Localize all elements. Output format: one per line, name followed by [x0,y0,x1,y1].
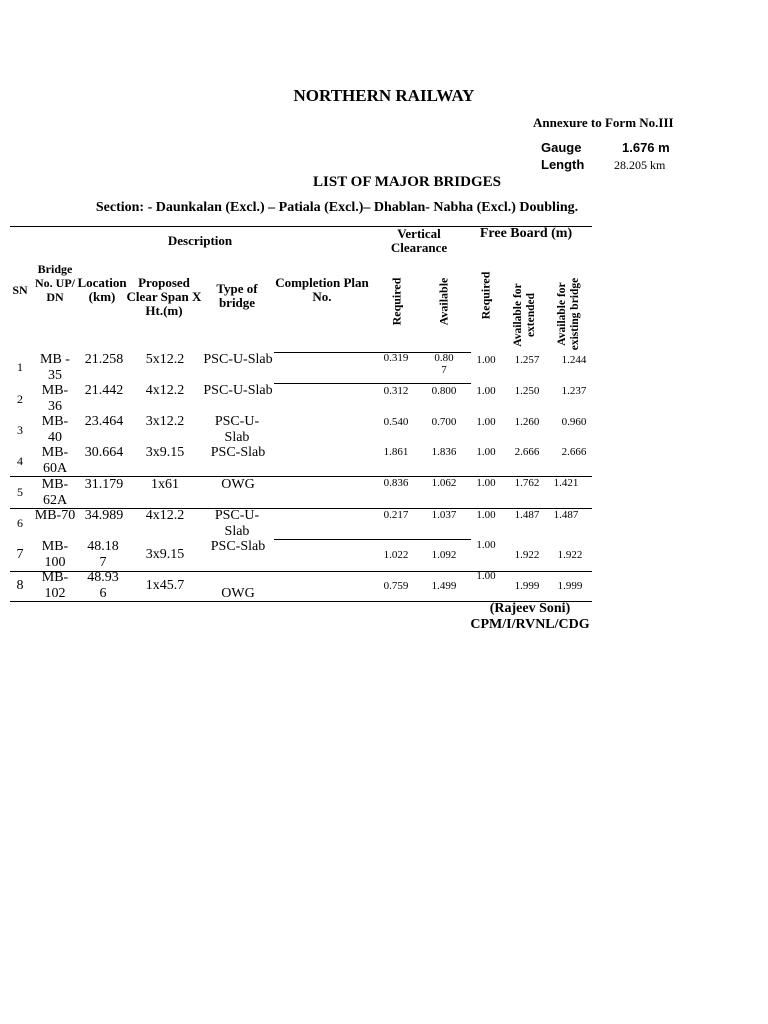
row-6-span: 4x12.2 [145,508,185,523]
row-3-span: 3x12.2 [145,414,185,429]
row-6-fb-extended: 1.487 [514,509,540,521]
row-4-fb-existing: 2.666 [561,446,587,458]
row-5-bridge: MB-62A [41,477,69,508]
row-rule [274,539,471,540]
row-2-bridge: MB-36 [41,383,69,414]
length-value: 28.205 km [614,158,666,172]
row-4-fb-extended: 2.666 [514,446,540,458]
row-4-span: 3x9.15 [145,445,185,460]
row-6-location: 34.989 [84,508,124,523]
document-title: NORTHERN RAILWAY [293,86,475,105]
col-header-bridge-no: Bridge No. UP/ DN [35,262,75,304]
row-8-fb-extended: 1.999 [514,580,540,592]
row-5-span: 1x61 [151,477,179,492]
row-6-sn: 6 [17,516,23,530]
row-1-type: PSC-U-Slab [203,352,273,367]
free-board-group-header: Free Board (m) [479,226,573,241]
row-3-sn: 3 [17,423,23,437]
col-header-span: Proposed Clear Span X Ht.(m) [126,275,202,318]
row-7-fb-required: 1.00 [476,539,496,551]
row-4-vc-required: 1.861 [383,446,409,458]
row-1-vc-required: 0.319 [383,352,409,364]
row-8-span: 1x45.7 [145,578,185,593]
row-8-fb-existing: 1.999 [557,580,583,592]
col-header-sn: SN [12,283,28,297]
col-header-vc-available: Available [436,277,451,326]
row-6-fb-existing: 1.487 [553,509,579,521]
row-2-fb-extended: 1.250 [514,385,540,397]
row-8-vc-required: 0.759 [383,580,409,592]
row-6-vc-required: 0.217 [383,509,409,521]
row-4-location: 30.664 [84,445,124,460]
row-1-bridge: MB - 35 [40,352,70,383]
row-4-bridge: MB-60A [41,445,69,476]
row-6-vc-available: 1.037 [431,509,457,521]
col-header-completion-plan: Completion Plan No. [275,275,369,304]
gauge-value: 1.676 m [622,140,670,155]
row-7-vc-available: 1.092 [431,549,457,561]
row-5-fb-required: 1.00 [476,477,496,489]
row-3-fb-required: 1.00 [476,416,496,428]
row-2-sn: 2 [17,392,23,406]
row-8-sn: 8 [16,578,24,593]
col-header-fb-extended: Available for extended [512,283,537,347]
row-2-vc-required: 0.312 [383,385,409,397]
col-header-location: Location (km) [77,275,127,304]
annexure-label: Annexure to Form No.III [533,115,674,130]
row-1-fb-required: 1.00 [476,354,496,366]
row-5-vc-available: 1.062 [431,477,457,489]
row-7-type: PSC-Slab [210,539,266,554]
row-8-location: 48.936 [87,570,119,601]
vertical-clearance-group-header: Vertical Clearance [390,226,448,255]
section-description: Section: - Daunkalan (Excl.) – Patiala (Excl.)– Dhablan- Nabha (Excl.) Doubling. [95,200,579,215]
row-7-vc-required: 1.022 [383,549,409,561]
row-2-location: 21.442 [84,383,124,398]
row-2-fb-required: 1.00 [476,385,496,397]
row-5-location: 31.179 [84,477,124,492]
row-7-span: 3x9.15 [145,547,185,562]
row-7-fb-existing: 1.922 [557,549,583,561]
row-3-vc-required: 0.540 [383,416,409,428]
col-header-vc-required: Required [389,277,404,326]
row-2-type: PSC-U-Slab [203,383,273,398]
row-8-vc-available: 1.499 [431,580,457,592]
row-4-sn: 4 [17,454,23,468]
row-3-fb-existing: 0.960 [561,416,587,428]
row-3-bridge: MB-40 [41,414,69,445]
row-7-location: 48.187 [87,539,119,570]
row-1-location: 21.258 [84,352,124,367]
row-4-type: PSC-Slab [210,445,266,460]
row-5-fb-extended: 1.762 [514,477,540,489]
length-label: Length [541,157,585,172]
row-7-fb-extended: 1.922 [514,549,540,561]
signatory-name: (Rajeev Soni) [489,601,571,616]
row-5-fb-existing: 1.421 [553,477,579,489]
description-group-header: Description [167,233,233,248]
row-2-fb-existing: 1.237 [561,385,587,397]
row-6-fb-required: 1.00 [476,509,496,521]
row-3-type: PSC-U-Slab [214,414,260,445]
gauge-label: Gauge [541,140,582,155]
row-2-vc-available: 0.800 [431,385,457,397]
row-8-type: OWG [221,586,255,601]
row-5-type: OWG [221,477,255,492]
row-7-bridge: MB-100 [41,539,69,570]
row-1-vc-available: 0.807 [434,352,454,376]
list-title: LIST OF MAJOR BRIDGES [313,174,501,190]
row-4-vc-available: 1.836 [431,446,457,458]
row-1-fb-existing: 1.244 [561,354,587,366]
row-6-type: PSC-U-Slab [214,508,260,539]
row-4-fb-required: 1.00 [476,446,496,458]
col-header-type: Type of bridge [216,281,258,310]
row-5-sn: 5 [17,485,23,499]
signatory-designation: CPM/I/RVNL/CDG [470,617,590,632]
row-1-fb-extended: 1.257 [514,354,540,366]
row-5-vc-required: 0.836 [383,477,409,489]
row-6-bridge: MB-70 [34,508,76,523]
row-1-sn: 1 [17,360,23,374]
row-8-fb-required: 1.00 [476,570,496,582]
col-header-fb-required: Required [478,271,493,320]
row-2-span: 4x12.2 [145,383,185,398]
row-7-sn: 7 [16,547,24,562]
row-3-vc-available: 0.700 [431,416,457,428]
row-3-location: 23.464 [84,414,124,429]
col-header-fb-existing: Available for existing bridge [556,277,581,351]
row-8-bridge: MB-102 [41,570,69,601]
row-1-span: 5x12.2 [145,352,185,367]
row-3-fb-extended: 1.260 [514,416,540,428]
